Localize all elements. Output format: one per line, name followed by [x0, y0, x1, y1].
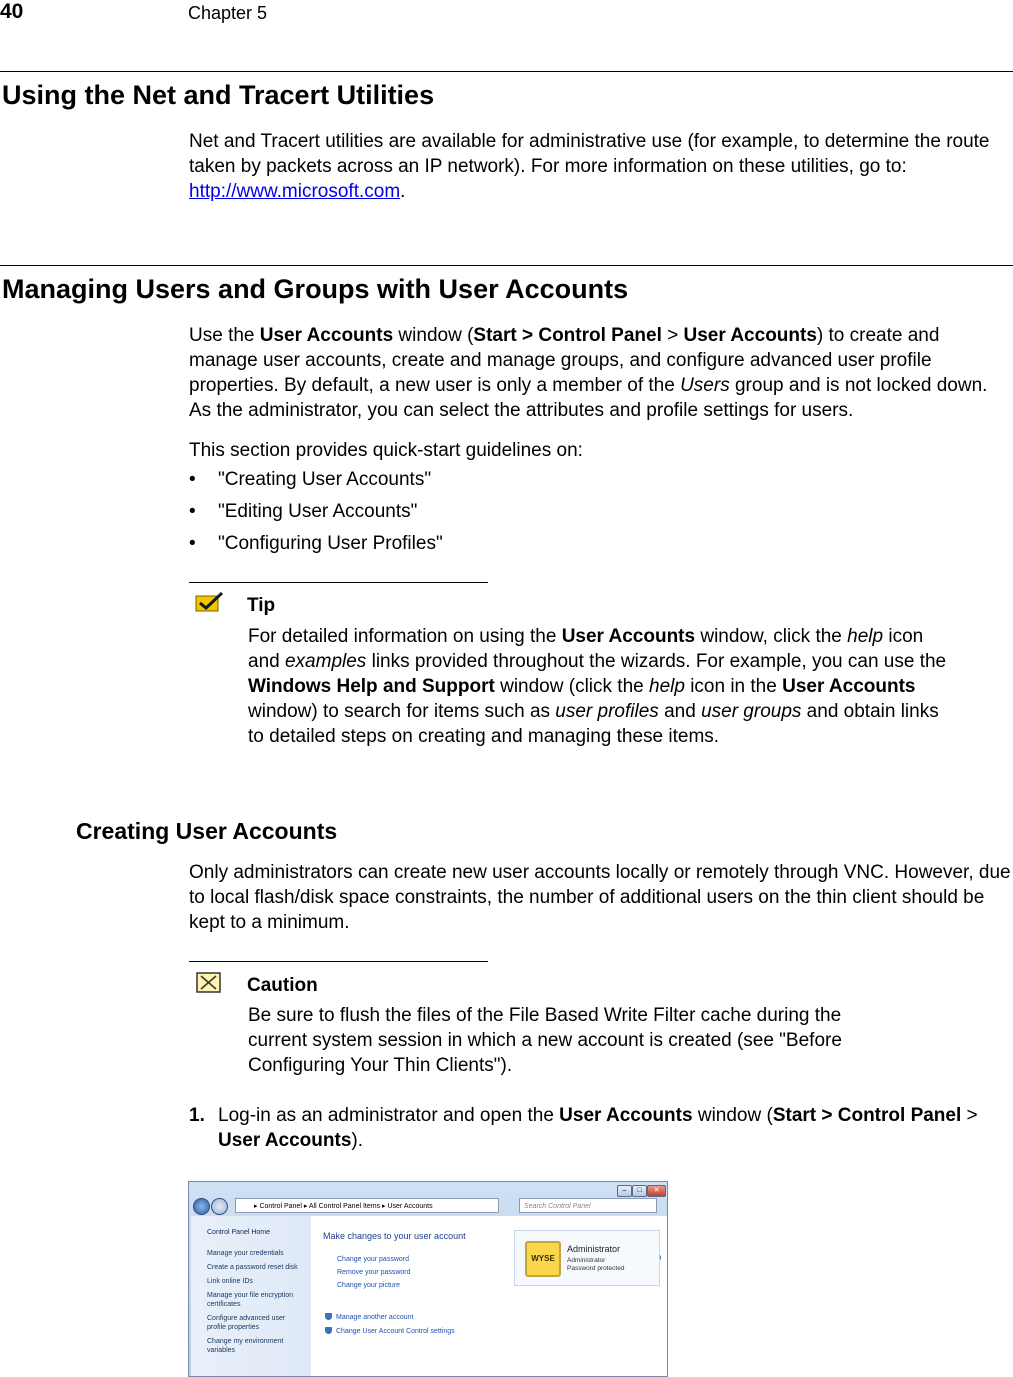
- tip-title: Tip: [247, 595, 276, 616]
- sidebar-item-reset-disk[interactable]: Create a password reset disk: [207, 1264, 298, 1271]
- account-picture: WYSE: [525, 1241, 561, 1277]
- sidebar-item-home[interactable]: Control Panel Home: [207, 1229, 271, 1236]
- search-input[interactable]: Search Control Panel: [519, 1198, 657, 1213]
- forward-icon[interactable]: [211, 1198, 228, 1215]
- tip-check-icon: [195, 591, 225, 613]
- user-accounts-window-screenshot: [188, 1181, 668, 1377]
- account-type: Administrator: [567, 1257, 606, 1264]
- main-pane: [311, 1216, 667, 1376]
- paragraph-text: .: [400, 181, 406, 202]
- shield-icon: [325, 1313, 332, 1320]
- list-item: • "Creating User Accounts": [189, 469, 432, 490]
- minimize-icon[interactable]: –: [617, 1185, 632, 1197]
- section-heading-net-tracert: Using the Net and Tracert Utilities: [2, 80, 435, 110]
- window-title-bar: [189, 1182, 667, 1216]
- subsection-heading-creating-accounts: Creating User Accounts: [76, 818, 338, 844]
- section-heading-managing-users: Managing Users and Groups with User Accounts: [2, 274, 629, 304]
- caution-title: Caution: [247, 975, 318, 996]
- section-rule: [0, 265, 1013, 266]
- managing-users-paragraph: Use the User Accounts window (Start > Control Panel > User Accounts) to create and manage user accounts, create and manage groups, and configure advanced user profile properties. By default, a new user is only a member of the Users group and is not locked down. As the administrator, you can select the attributes and profile settings for users.: [189, 325, 988, 421]
- sidebar-item-online-ids[interactable]: Link online IDs: [207, 1278, 253, 1285]
- address-breadcrumb[interactable]: ▸ Control Panel ▸ All Control Panel Items ▸ User Accounts: [235, 1198, 499, 1213]
- shield-icon: [325, 1327, 332, 1334]
- list-item: • "Configuring User Profiles": [189, 533, 443, 554]
- sidebar: [191, 1216, 311, 1376]
- maximize-icon[interactable]: □: [632, 1185, 647, 1197]
- sidebar-item-credentials[interactable]: Manage your credentials: [207, 1250, 284, 1257]
- step-1: 1. Log-in as an administrator and open the User Accounts window (Start > Control Panel > User Accounts).: [189, 1105, 978, 1151]
- change-picture-link[interactable]: Change your picture: [337, 1282, 401, 1289]
- change-password-link[interactable]: Change your password: [337, 1256, 409, 1263]
- tip-rule: [189, 582, 488, 583]
- uac-settings-link[interactable]: Change User Account Control settings: [325, 1327, 455, 1335]
- back-icon[interactable]: [193, 1198, 210, 1215]
- caution-text: Be sure to flush the files of the File Based Write Filter cache during the current system session in which a new account is created (see "Before Configuring Your Thin Clients").: [248, 1005, 842, 1076]
- page-number: 40: [0, 0, 24, 23]
- paragraph-text: Net and Tracert utilities are available for administrative use (for example, to determine the route taken by packets across an IP network). For more information on these utilities, go to:: [189, 131, 990, 177]
- microsoft-link[interactable]: http://www.microsoft.com: [189, 181, 401, 202]
- tip-text: For detailed information on using the User Accounts window, click the help icon and examples links provided throughout the wizards. For example, you can use the Windows Help and Support window (click the help icon in the User Accounts window) to search for items such as user profiles and user groups and obtain links to detailed steps on creating and managing these items.: [248, 626, 947, 747]
- account-card: [514, 1230, 660, 1286]
- creating-accounts-paragraph: Only administrators can create new user accounts locally or remotely through VNC. However, due to local flash/disk space constraints, the number of additional users on the thin client should be kept to a minimum.: [189, 862, 1011, 933]
- list-item: • "Editing User Accounts": [189, 501, 418, 522]
- manage-another-account-link[interactable]: Manage another account: [325, 1313, 413, 1321]
- caution-icon: [196, 972, 222, 994]
- sidebar-item-environment[interactable]: Change my environment variables: [207, 1338, 284, 1354]
- sidebar-item-profile-properties[interactable]: Configure advanced user profile properties: [207, 1315, 286, 1331]
- guidelines-intro: This section provides quick-start guidelines on:: [189, 440, 583, 461]
- section-rule: [0, 71, 1013, 72]
- net-tracert-paragraph: [189, 129, 1011, 204]
- remove-password-link[interactable]: Remove your password: [337, 1269, 411, 1276]
- account-name: Administrator: [567, 1244, 621, 1254]
- sidebar-item-encryption[interactable]: Manage your file encryption certificates: [207, 1292, 293, 1308]
- account-status: Password protected: [567, 1265, 625, 1272]
- main-title: Make changes to your user account: [323, 1231, 466, 1241]
- close-icon[interactable]: ✕: [647, 1185, 666, 1197]
- chapter-label: Chapter 5: [188, 3, 268, 23]
- caution-rule: [189, 961, 488, 962]
